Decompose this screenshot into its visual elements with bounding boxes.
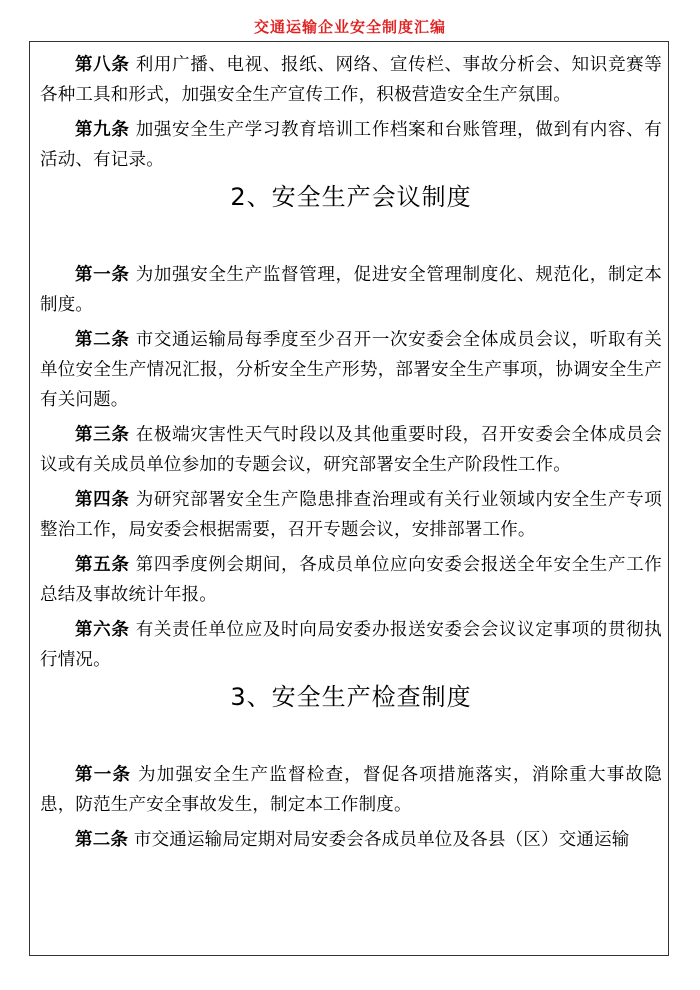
article-paragraph [40,420,662,480]
article-paragraph [40,115,662,175]
article-text: 加强安全生产学习教育培训工作档案和台账管理，做到有内容、有活动、有记录。 [40,120,662,170]
article-text: 市交通运输局每季度至少召开一次安委会全体成员会议，听取有关单位安全生产情况汇报，分析安全生产形势，部署安全生产事项，协调安全生产有关问题。 [40,330,662,410]
article-text: 为加强安全生产监督管理，促进安全管理制度化、规范化，制定本制度。 [40,265,662,315]
article-number: 第二条 [75,330,130,350]
section-heading: 2、安全生产会议制度 [230,183,472,211]
article-paragraph [40,260,662,320]
article-text: 第四季度例会期间，各成员单位应向安委会报送全年安全生产工作总结及事故统计年报。 [40,555,662,605]
article-text: 有关责任单位应及时向局安委办报送安委会会议议定事项的贯彻执行情况。 [40,620,662,670]
article-number: 第一条 [75,265,130,285]
document-body [40,50,662,860]
article-number: 第六条 [75,620,130,640]
article-text: 利用广播、电视、报纸、网络、宣传栏、事故分析会、知识竞赛等各种工具和形式，加强安全生产宣传工作，积极营造安全生产氛围。 [40,55,662,105]
article-paragraph [40,325,662,415]
article-number: 第四条 [75,490,130,510]
article-number: 第八条 [75,55,130,75]
article-number: 第三条 [75,425,130,445]
article-number: 第二条 [75,830,129,850]
article-paragraph [40,615,662,675]
article-paragraph [40,485,662,545]
article-text: 为研究部署安全生产隐患排查治理或有关行业领域内安全生产专项整治工作，局安委会根据需要，召开专题会议，安排部署工作。 [40,490,662,540]
article-paragraph [40,760,662,820]
article-text: 市交通运输局定期对局安委会各成员单位及各县（区）交通运输 [128,830,630,850]
article-text: 为加强安全生产监督检查，督促各项措施落实，消除重大事故隐患，防范生产安全事故发生，制定本工作制度。 [40,765,662,815]
running-header-title: 交通运输企业安全制度汇编 [253,18,446,36]
article-paragraph [40,825,662,855]
article-paragraph [40,550,662,610]
article-paragraph [40,50,662,110]
article-number: 第一条 [75,765,132,785]
article-text: 在极端灾害性天气时段以及其他重要时段，召开安委会全体成员会议或有关成员单位参加的专题会议，研究部署安全生产阶段性工作。 [40,425,662,475]
article-number: 第九条 [75,120,130,140]
section-heading: 3、安全生产检查制度 [230,683,472,711]
article-number: 第五条 [75,555,130,575]
